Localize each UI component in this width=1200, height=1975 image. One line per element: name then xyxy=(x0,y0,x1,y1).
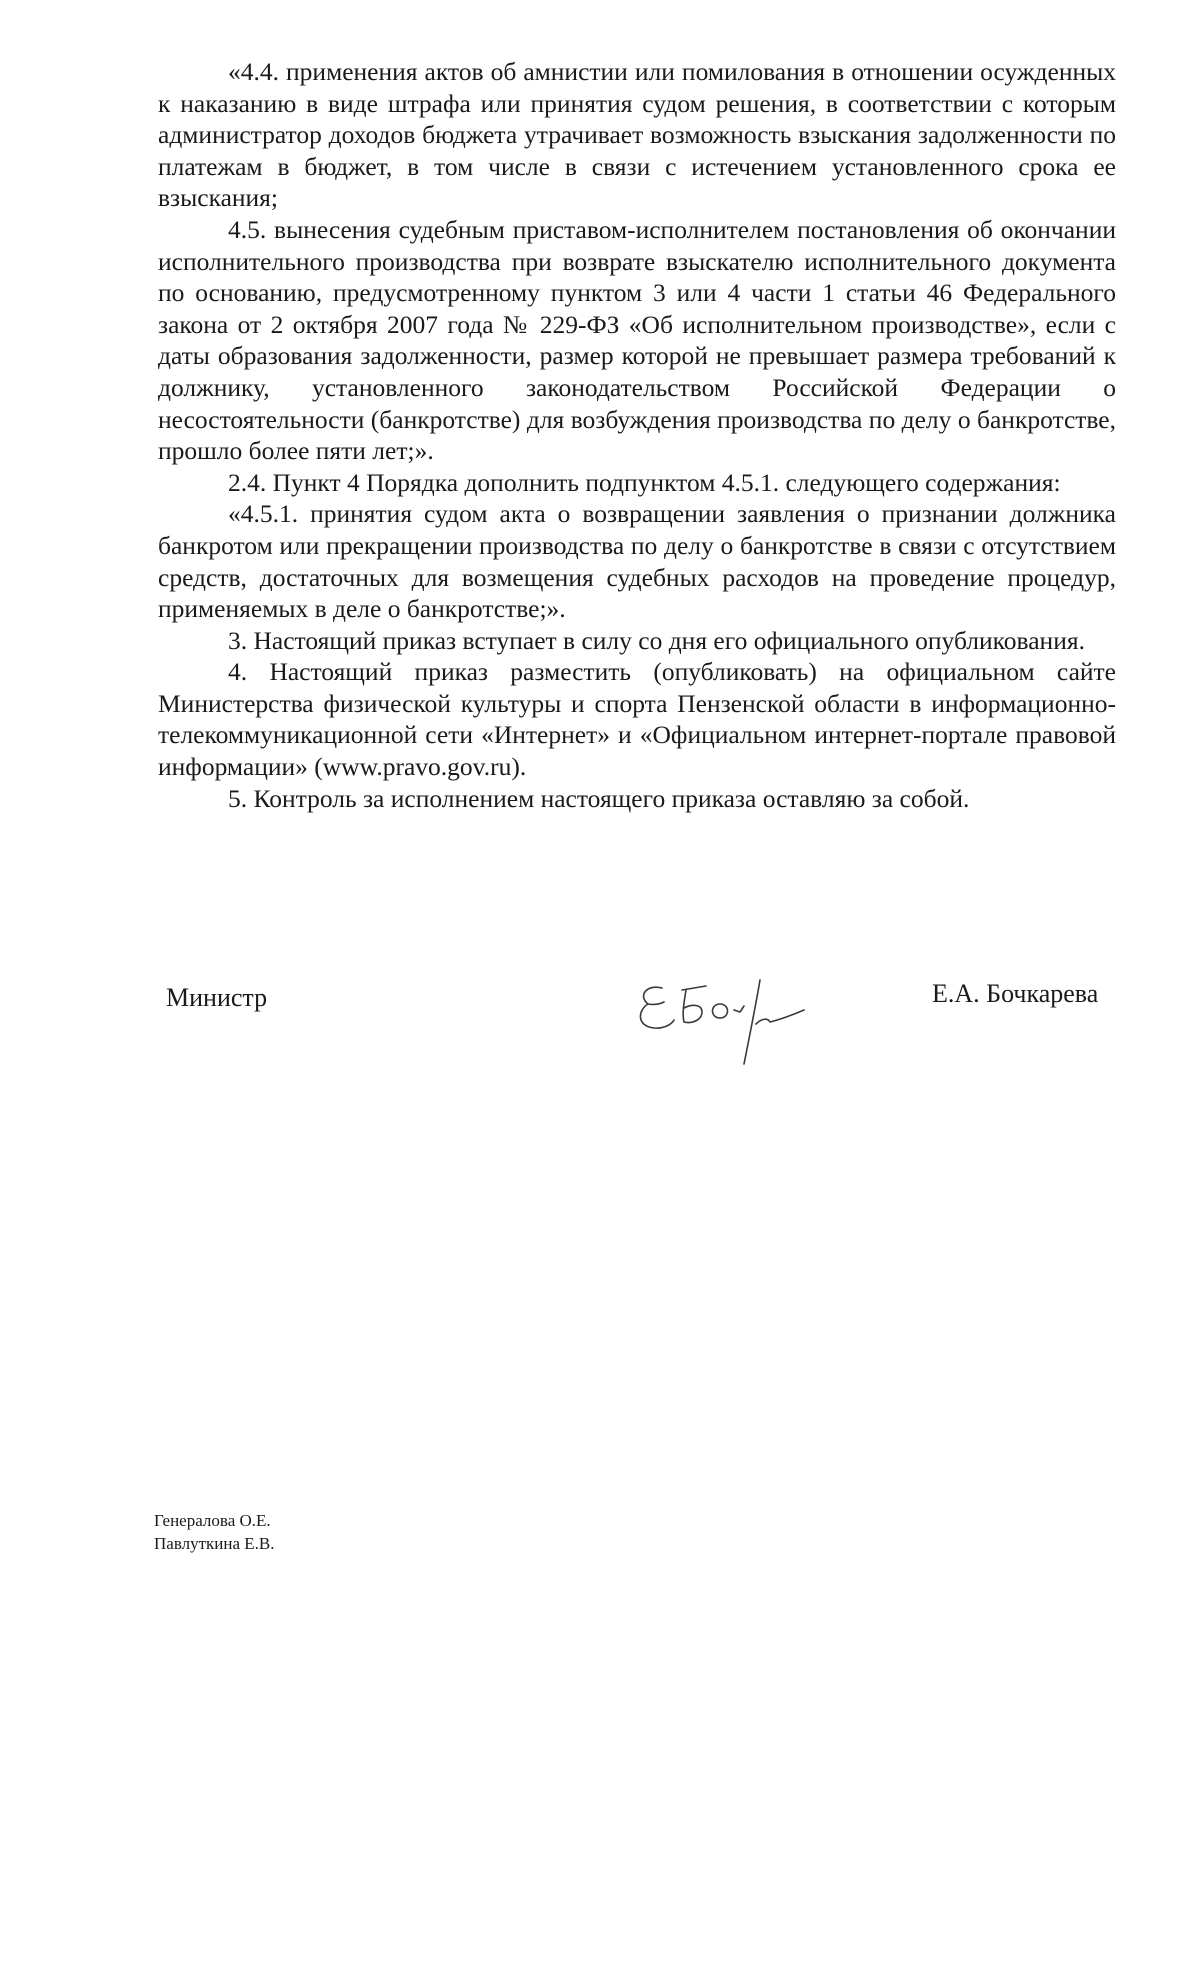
signatory-title: Министр xyxy=(166,983,268,1012)
paragraph-4-5-1: «4.5.1. принятия судом акта о возвращении заявления о признании должника банкротом или прекращении производства по делу о банкротстве в связи с отсутствием средств, достаточных для возмещения судебных расходов на проведение процедур, применяемых в деле о банкротстве;». xyxy=(158,499,1116,624)
executor-name: Павлуткина Е.В. xyxy=(154,1534,275,1553)
paragraph-3: 3. Настоящий приказ вступает в силу со дня его официального опубликования. xyxy=(228,625,1085,655)
executor-name: Генералова О.Е. xyxy=(154,1511,271,1530)
paragraph-2-4: 2.4. Пункт 4 Порядка дополнить подпунктом 4.5.1. следующего содержания: xyxy=(228,467,1061,497)
paragraph-4-4: «4.4. применения актов об амнистии или помилования в отношении осужденных к наказанию в виде штрафа или принятия судом решения, в соответствии с которым администратор доходов бюджета утрачивает возможность взыскания задолженности по платежам в бюджет, в том числе в связи с истечением установленного срока ее взыскания; xyxy=(158,57,1116,213)
handwritten-signature-icon xyxy=(628,960,818,1070)
executors-list xyxy=(154,1509,275,1555)
paragraph-5: 5. Контроль за исполнением настоящего приказа оставляю за собой. xyxy=(228,783,970,813)
paragraph-4: 4. Настоящий приказ разместить (опубликовать) на официальном сайте Министерства физической культуры и спорта Пензенской области в информационно-телекоммуникационной сети «Интернет» и «Официальном интернет-портале правовой информации» (www.pravo.gov.ru). xyxy=(158,657,1116,782)
signature-block xyxy=(0,960,1200,1100)
signatory-name: Е.А. Бочкарева xyxy=(932,979,1099,1008)
document-body xyxy=(158,56,1116,814)
paragraph-4-5: 4.5. вынесения судебным приставом-исполнителем постановления об окончании исполнительного производства при возврате взыскателю исполнительного документа по основанию, предусмотренному пунктом 3 или 4 части 1 статьи 46 Федерального закона от 2 октября 2007 года № 229-ФЗ «Об исполнительном производстве», если с даты образования задолженности, размер которой не превышает размера требований к должнику, установленного законодательством Российской Федерации о несостоятельности (банкротстве) для возбуждения производства по делу о банкротстве, прошло более пяти лет;». xyxy=(158,214,1116,466)
